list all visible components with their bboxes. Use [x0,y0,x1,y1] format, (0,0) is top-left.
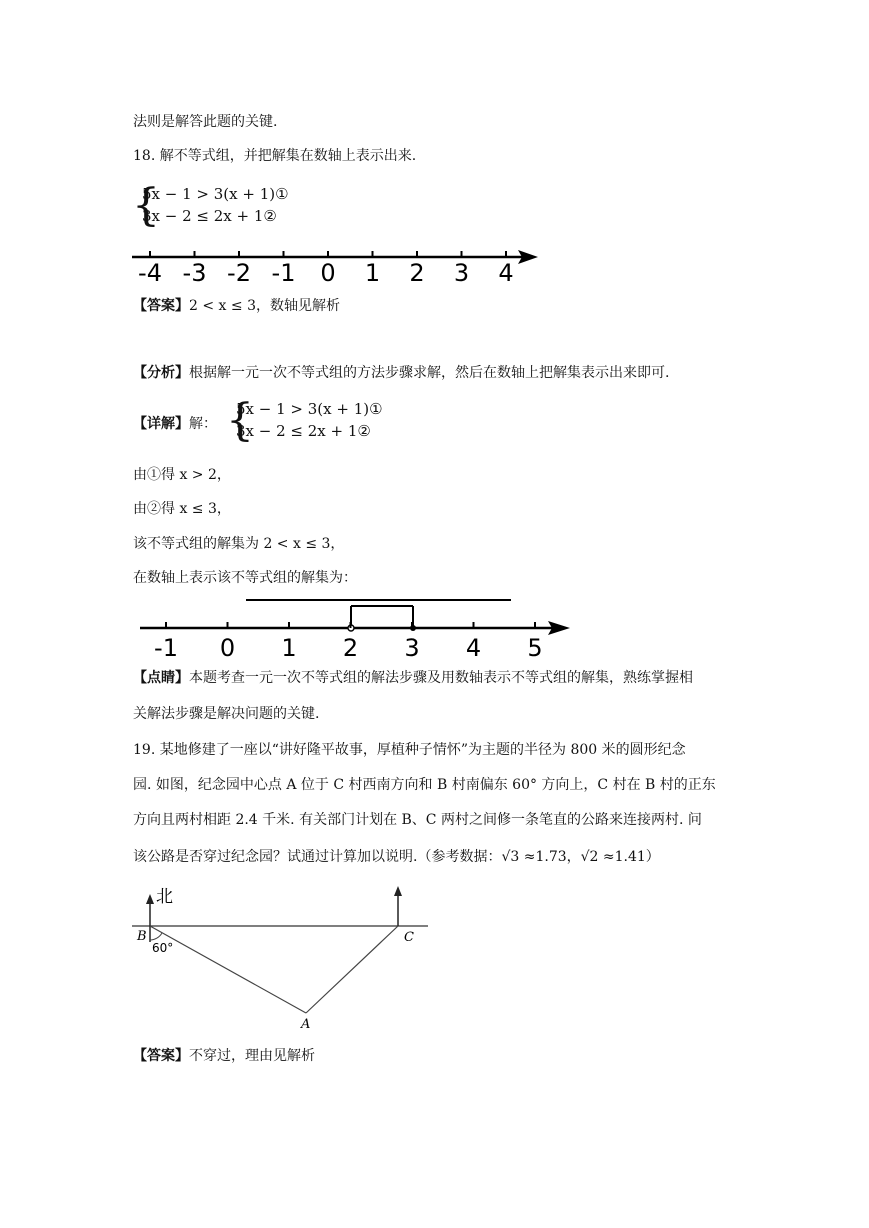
tick-label: 3 [453,259,470,287]
comment-18-line1 [133,669,693,687]
inequality-2: 3x − 2 ≤ 2x + 1② [142,207,277,225]
tick-label: -2 [227,259,251,287]
analysis-18 [133,364,669,382]
detail-step-4: 在数轴上表示该不等式组的解集为： [133,570,357,586]
question-18-prompt [133,147,416,165]
detail-step-1: 由①得 x > 2， [133,467,231,483]
tick-label: -4 [138,259,162,287]
detail-lead: 解： [189,416,217,432]
number-line-question [0,240,869,288]
tick-label: 0 [320,259,336,287]
north-label: 北 [156,887,173,907]
tick-label: -1 [271,259,296,287]
tick-label: 4 [465,634,482,662]
tick-label: -1 [154,634,178,662]
question-19-line4: 该公路是否穿过纪念园？试通过计算加以说明.（参考数据：√3 ≈1.73，√2 ≈1.41） [133,849,660,865]
comment-tag: 【点睛】 [133,670,189,686]
label-C: C [404,930,414,945]
answer-text: 2 < x ≤ 3，数轴见解析 [189,298,340,314]
question-number: 18. [133,148,156,164]
inequality-1: 5x − 1 > 3(x + 1)① [236,400,383,418]
analysis-tag: 【分析】 [133,365,189,381]
detail-step-3: 该不等式组的解集为 2 < x ≤ 3， [133,536,345,552]
left-brace: { [226,395,254,446]
answer-text: 不穿过，理由见解析 [189,1048,315,1064]
detail-step-2: 由②得 x ≤ 3， [133,501,231,517]
comment-text-1: 本题考查一元一次不等式组的解法步骤及用数轴表示不等式组的解集，熟练掌握相 [189,670,693,686]
geometry-figure [0,880,869,1040]
angle-arc [150,933,162,940]
angle-label: 60° [152,941,174,955]
answer-tag: 【答案】 [133,298,189,314]
question-19-line2: 园. 如图，纪念园中心点 A 位于 C 村西南方向和 B 村南偏东 60° 方向上，C 村在 B 村的正东 [133,777,716,793]
inequality-1: 5x − 1 > 3(x + 1)① [142,185,289,203]
tick-label: 2 [409,259,425,287]
analysis-text: 根据解一元一次不等式组的方法步骤求解，然后在数轴上把解集表示出来即可. [189,365,670,381]
number-line-solution [0,592,869,662]
tick-label: 1 [364,259,381,287]
north-arrow-c-head [394,886,402,896]
segment-CA [306,926,398,1013]
answer-tag: 【答案】 [133,1048,189,1064]
question-19-line3: 方向且两村相距 2.4 千米. 有关部门计划在 B、C 两村之间修一条笔直的公路来连接两村. 问 [133,812,702,828]
tick-label: 5 [527,634,543,662]
inequality-2: 3x − 2 ≤ 2x + 1② [236,422,371,440]
tick-label: 2 [342,634,359,662]
detail-18-lead [133,415,217,433]
label-A: A [301,1017,311,1032]
answer-18 [133,297,340,315]
left-brace: { [132,180,160,231]
comment-18-line2: 关解法步骤是解决问题的关键. [133,706,320,722]
label-B: B [137,929,147,944]
tick-label: 1 [281,634,297,662]
intro-line: 法则是解答此题的关键. [133,114,278,130]
tick-label: 0 [219,634,236,662]
tick-label: -3 [182,259,207,287]
answer-19 [133,1047,315,1065]
question-text: 解不等式组，并把解集在数轴上表示出来. [159,148,417,164]
segment-BA [150,926,306,1013]
north-arrow-b-head [146,894,154,904]
question-19-line1: 19. 某地修建了一座以“讲好隆平故事，厚植种子情怀”为主题的半径为 800 米的圆形纪念 [133,742,686,758]
detail-tag: 【详解】 [133,416,189,432]
tick-label: 3 [404,634,420,662]
tick-label: 4 [498,259,514,287]
